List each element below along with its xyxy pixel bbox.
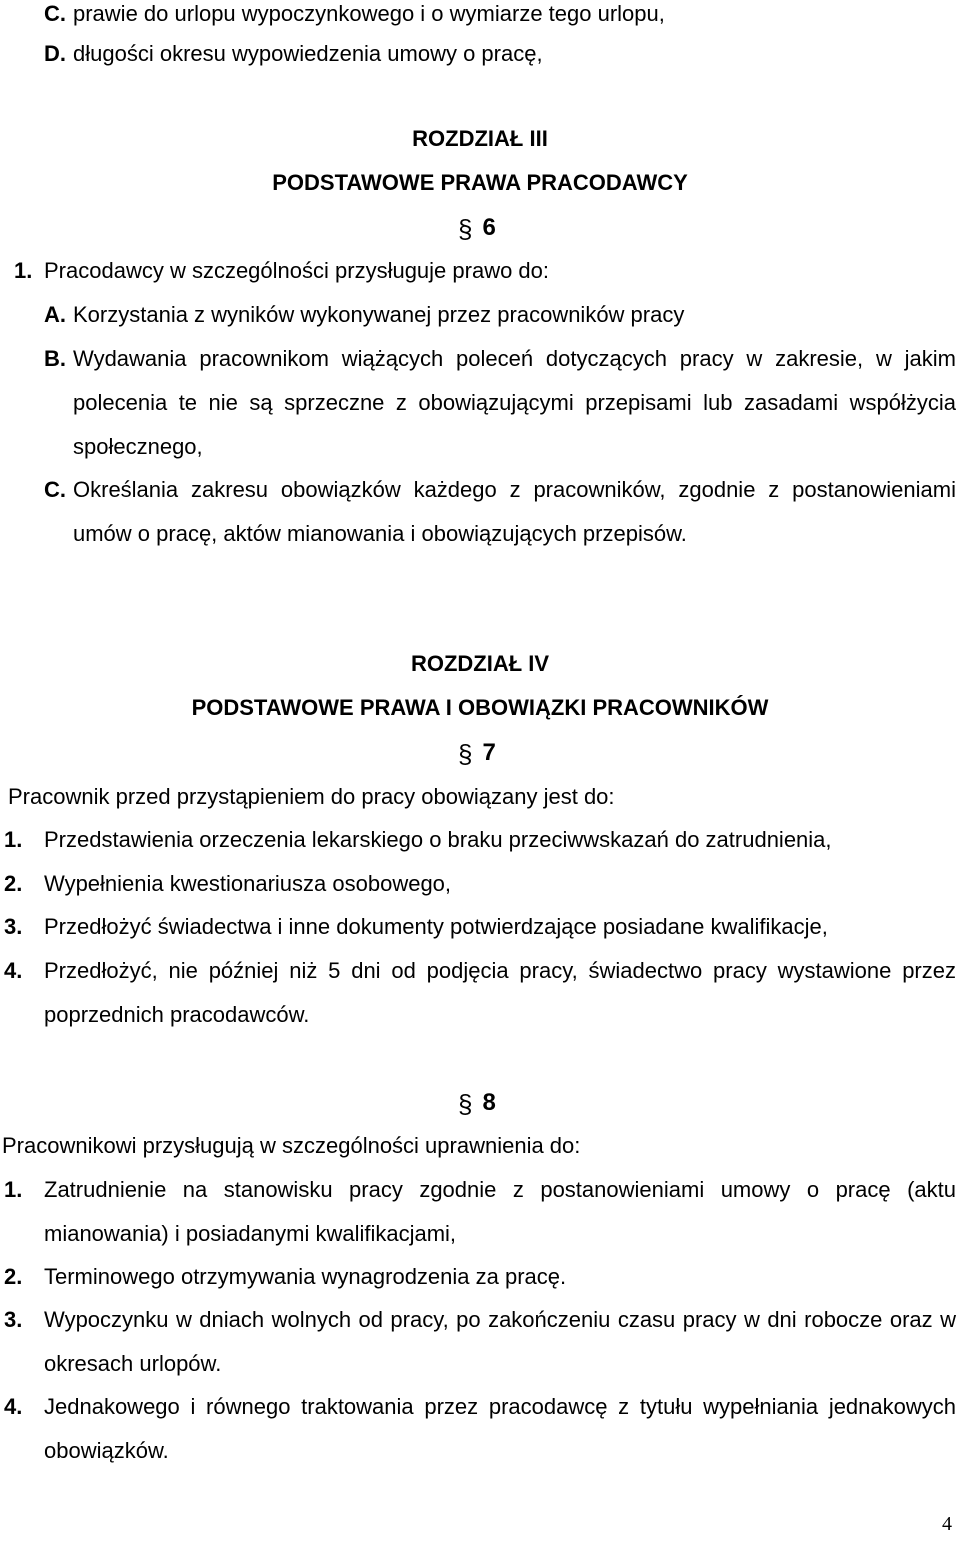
list-item-label: 2.	[4, 1264, 23, 1289]
list-item	[4, 949, 956, 1037]
list-item	[44, 32, 956, 76]
section-symbol: §	[458, 214, 473, 244]
list-item-text: Określania zakresu obowiązków każdego z pracowników, zgodnie z postanowieniami umów o pracę, aktów mianowania i obowiązujących przepisów.	[73, 477, 956, 546]
list-item-text: Wydawania pracownikom wiążących poleceń dotyczących pracy w zakresie, w jakim polecenia te nie są sprzeczne z obowiązującymi przepisami lub zasadami współżycia społecznego,	[73, 346, 956, 459]
list-item	[4, 1298, 956, 1386]
list-item-label: 4.	[4, 958, 23, 983]
list-item-label: C.	[44, 1, 66, 26]
list-item-text: Jednakowego i równego traktowania przez pracodawcę z tytułu wypełniania jednakowych obowiązków.	[44, 1394, 956, 1463]
list-item-text: Wypoczynku w dniach wolnych od pracy, po zakończeniu czasu pracy w dni robocze oraz w okresach urlopów.	[44, 1307, 956, 1376]
section-number: 8	[482, 1089, 496, 1116]
list-item	[4, 905, 956, 949]
list-item-label: 2.	[4, 871, 23, 896]
chapter-subtitle: PODSTAWOWE PRAWA PRACODAWCY	[272, 170, 688, 195]
list-item-text: Wypełnienia kwestionariusza osobowego,	[44, 871, 452, 896]
list-item	[44, 468, 956, 556]
list-item-text: Pracodawcy w szczególności przysługuje prawo do:	[44, 258, 550, 283]
list-item	[4, 1168, 956, 1256]
list-item	[14, 249, 956, 293]
list-item-text: Przedłożyć świadectwa i inne dokumenty potwierdzające posiadane kwalifikacje,	[44, 914, 828, 939]
list-item-label: 4.	[4, 1394, 23, 1419]
list-item-text: Zatrudnienie na stanowisku pracy zgodnie z postanowieniami umowy o pracę (aktu mianowania) i posiadanymi kwalifikacjami,	[44, 1177, 956, 1246]
list-item-text: długości okresu wypowiedzenia umowy o pracę,	[73, 41, 543, 66]
section-heading	[458, 731, 496, 776]
list-item-label: D.	[44, 41, 66, 66]
list-item-label: 3.	[4, 914, 23, 939]
list-item	[44, 293, 956, 337]
section-symbol: §	[458, 739, 473, 769]
list-item-text: Terminowego otrzymywania wynagrodzenia za pracę.	[44, 1264, 567, 1289]
list-item	[44, 337, 956, 469]
page-number: 4	[942, 1513, 952, 1535]
list-item-label: 3.	[4, 1307, 23, 1332]
list-item	[4, 818, 956, 862]
chapter-title: ROZDZIAŁ III	[412, 126, 548, 151]
list-item-text: Przedłożyć, nie później niż 5 dni od podjęcia pracy, świadectwo pracy wystawione przez poprzednich pracodawców.	[44, 958, 956, 1027]
section-number: 6	[482, 214, 496, 241]
list-item-label: 1.	[14, 258, 33, 283]
chapter-subtitle: PODSTAWOWE PRAWA I OBOWIĄZKI PRACOWNIKÓW	[191, 695, 769, 720]
list-item-label: 1.	[4, 827, 23, 852]
list-item-text: prawie do urlopu wypoczynkowego i o wymiarze tego urlopu,	[73, 1, 665, 26]
list-item	[4, 862, 956, 906]
list-item	[44, 0, 956, 36]
section-intro: Pracownikowi przysługują w szczególności uprawnienia do:	[2, 1133, 581, 1158]
list-item-label: 1.	[4, 1177, 23, 1202]
list-item-label: B.	[44, 346, 66, 371]
list-item-text: Przedstawienia orzeczenia lekarskiego o braku przeciwwskazań do zatrudnienia,	[44, 827, 832, 852]
chapter-title: ROZDZIAŁ IV	[410, 651, 550, 676]
list-item-label: A.	[44, 302, 66, 327]
list-item	[4, 1385, 956, 1473]
section-heading	[458, 206, 496, 251]
list-item-label: C.	[44, 477, 66, 502]
section-number: 7	[482, 739, 496, 766]
section-symbol: §	[458, 1089, 473, 1119]
list-item-text: Korzystania z wyników wykonywanej przez pracowników pracy	[73, 302, 685, 327]
section-heading	[458, 1081, 496, 1126]
list-item	[4, 1255, 956, 1299]
section-intro: Pracownik przed przystąpieniem do pracy obowiązany jest do:	[8, 784, 615, 809]
